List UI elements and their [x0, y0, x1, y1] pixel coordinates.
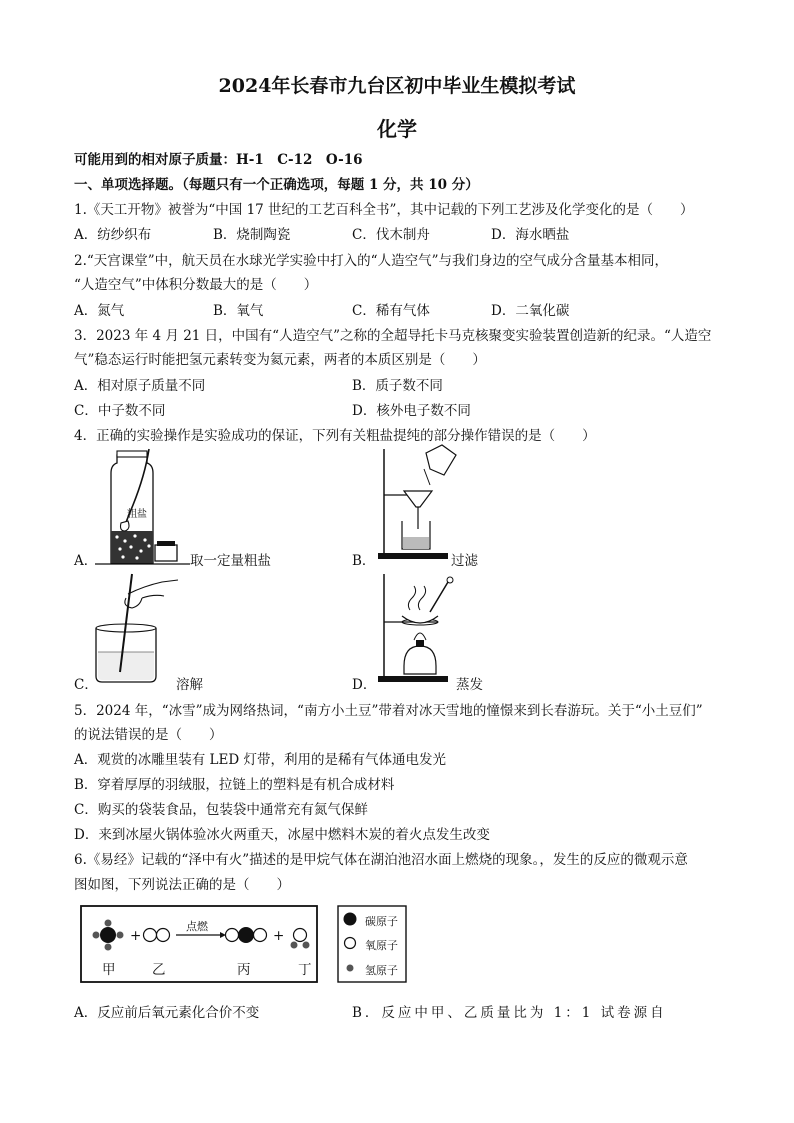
q2-option-c[interactable]: C．稀有气体 — [352, 303, 430, 319]
q2-option-d[interactable]: D．二氧化碳 — [491, 303, 570, 319]
methane-carbon-atom — [100, 927, 116, 943]
hydrogen-atom-icon — [347, 965, 354, 972]
filtration-figure — [374, 445, 484, 565]
carbon-dioxide-molecule — [238, 927, 254, 943]
q5-option-a[interactable]: A．观赏的冰雕里装有 LED 灯带，利用的是稀有气体通电发光 — [74, 752, 446, 768]
water-molecule — [294, 929, 307, 942]
q3-stem-line2: 气”稳态运行时能把氢元素转变为氦元素，两者的本质区别是（ ） — [74, 352, 486, 368]
atomic-mass-note: 可能用到的相对原子质量：H-1 C-12 O-16 — [74, 152, 363, 168]
q2-option-a[interactable]: A．氮气 — [74, 303, 125, 319]
q4-option-b-letter[interactable]: B． — [352, 553, 376, 569]
q3-option-b[interactable]: B．质子数不同 — [352, 378, 443, 394]
q4-stem: 4．正确的实验操作是实验成功的保证，下列有关粗盐提纯的部分操作错误的是（ ） — [74, 428, 596, 444]
reaction-plus-1: + — [130, 928, 142, 944]
legend-carbon: 碳原子 — [365, 915, 398, 928]
q3-option-a[interactable]: A．相对原子质量不同 — [74, 378, 206, 394]
q4-option-d-caption: 蒸发 — [456, 677, 483, 693]
dissolving-figure — [92, 568, 182, 688]
q3-option-d[interactable]: D．核外电子数不同 — [352, 403, 471, 419]
oxygen-molecule — [144, 929, 157, 942]
q4-option-b-caption: 过滤 — [451, 553, 478, 569]
q4-option-d-letter[interactable]: D． — [352, 677, 377, 693]
q5-option-d[interactable]: D．来到冰屋火锅体验冰火两重天，冰屋中燃料木炭的着火点发生改变 — [74, 827, 490, 843]
carbon-atom-icon — [344, 913, 357, 926]
label-ding: 丁 — [298, 962, 312, 978]
q6-stem-line2: 图如图，下列说法正确的是（ ） — [74, 877, 290, 893]
q4-option-a-caption: 取一定量粗盐 — [190, 553, 271, 569]
q2-option-b[interactable]: B．氧气 — [213, 303, 264, 319]
reaction-plus-2: + — [273, 928, 285, 944]
evaporation-figure — [374, 570, 474, 688]
legend-hydrogen: 氢原子 — [365, 964, 398, 977]
section-heading: 一、单项选择题。（每题只有一个正确选项，每题 1 分，共 10 分） — [74, 177, 479, 193]
label-yi: 乙 — [152, 962, 166, 978]
q4-option-c-letter[interactable]: C． — [74, 677, 98, 693]
q1-option-a[interactable]: A．纺纱织布 — [74, 227, 152, 243]
q1-stem: 1.《天工开物》被誉为“中国 17 世纪的工艺百科全书”，其中记载的下列工艺涉及化学变化的是（ ） — [74, 202, 694, 218]
q1-option-d[interactable]: D．海水晒盐 — [491, 227, 570, 243]
q3-stem-line1: 3．2023 年 4 月 21 日，中国有“人造空气”之称的全超导托卡马克核聚变实验装置创造新的纪录。“人造空 — [74, 328, 712, 344]
legend-oxygen: 氧原子 — [365, 939, 398, 952]
q1-option-b[interactable]: B．烧制陶瓷 — [213, 227, 291, 243]
q1-option-c[interactable]: C．伐木制舟 — [352, 227, 430, 243]
reaction-condition: 点燃 — [186, 920, 208, 933]
q6-option-b[interactable]: B．反应中甲、乙质量比为 1：1 试卷源自 — [352, 1005, 667, 1021]
q3-option-c[interactable]: C．中子数不同 — [74, 403, 166, 419]
q6-stem-line1: 6.《易经》记载的“泽中有火”描述的是甲烷气体在湖泊池沼水面上燃烧的现象。，发生的反应的微观示意 — [74, 852, 688, 868]
q4-option-c-caption: 溶解 — [176, 677, 203, 693]
q4-option-a-letter[interactable]: A． — [74, 553, 98, 569]
subject-title: 化学 — [377, 117, 417, 141]
q2-stem-line1: 2.“天宫课堂”中，航天员在水球光学实验中打入的“人造空气”与我们身边的空气成分含量基本相同， — [74, 253, 668, 269]
oxygen-atom-icon — [345, 938, 356, 949]
q5-stem-line2: 的说法错误的是（ ） — [74, 727, 223, 743]
q6-option-a[interactable]: A．反应前后氧元素化合价不变 — [74, 1005, 260, 1021]
jar-label: 粗盐 — [127, 509, 147, 520]
label-bing: 丙 — [237, 962, 251, 978]
q2-stem-line2: “人造空气”中体积分数最大的是（ ） — [74, 277, 318, 293]
reaction-diagram — [80, 905, 320, 985]
q5-option-c[interactable]: C．购买的袋装食品，包装袋中通常充有氮气保鲜 — [74, 802, 368, 818]
exam-title: 2024年长春市九台区初中毕业生模拟考试 — [218, 75, 576, 97]
q5-stem-line1: 5．2024 年，“冰雪”成为网络热词，“南方小土豆”带着对冰天雪地的憧憬来到长春游玩。关于“小土豆们” — [74, 703, 703, 719]
label-jia: 甲 — [102, 962, 116, 978]
q5-option-b[interactable]: B．穿着厚厚的羽绒服，拉链上的塑料是有机合成材料 — [74, 777, 395, 793]
